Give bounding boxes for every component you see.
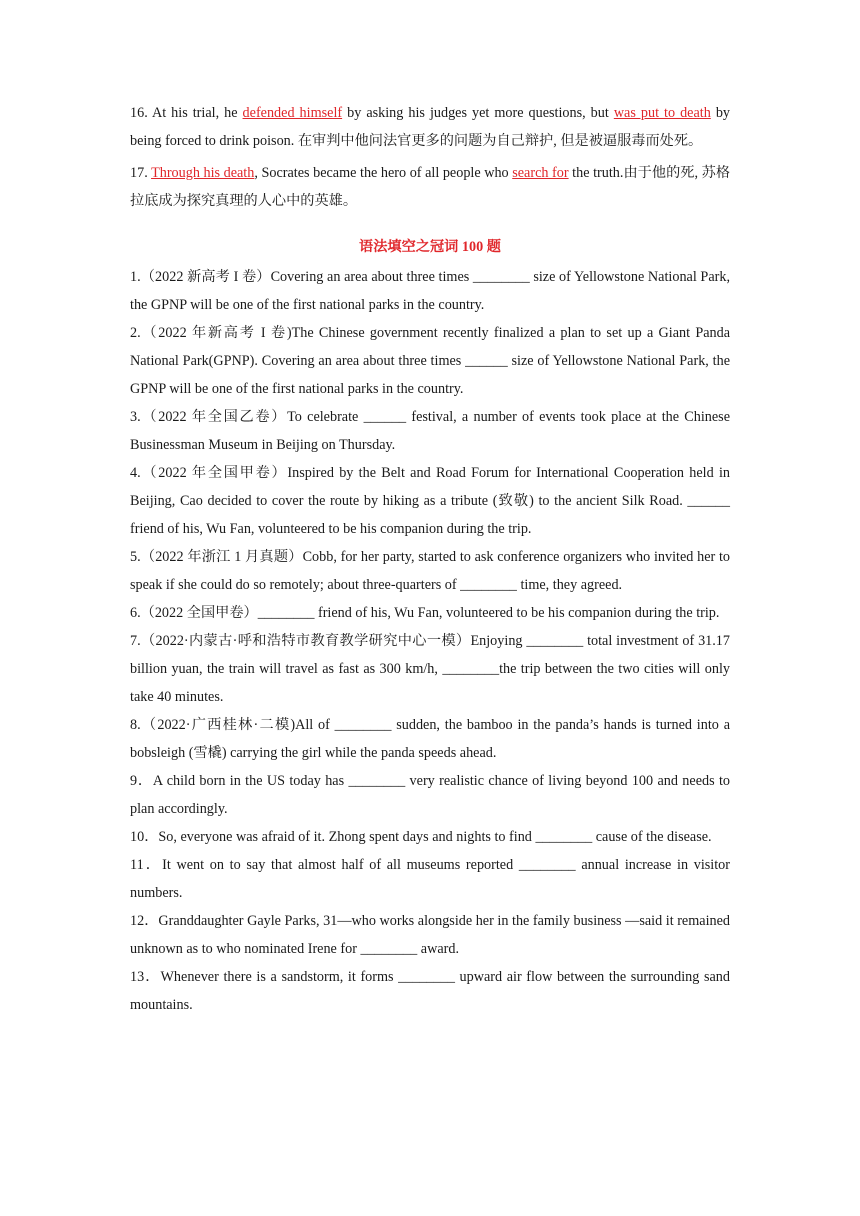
paragraph-17 — [130, 159, 730, 215]
question-item: 4.（2022 年全国甲卷）Inspired by the Belt and Road Forum for International Cooperation held in Beijing, Cao decided to cover the route by hiking as a tribute (致敬) to the ancient Silk Road. ______ friend of his, Wu Fan, volunteered to be his companion during the trip. — [130, 465, 730, 537]
question-item: 3.（2022 年全国乙卷）To celebrate ______ festival, a number of events took place at the Chinese Businessman Museum in Beijing on Thursday. — [130, 409, 730, 453]
section-title: 语法填空之冠词 100 题 — [359, 239, 501, 255]
text-segment: 17. — [130, 165, 152, 181]
page-content — [130, 99, 730, 1019]
question-item: 8.（2022·广西桂林·二模)All of ________ sudden, the bamboo in the panda’s hands is turned into a bobsleigh (雪橇) carrying the girl while the panda speeds ahead. — [130, 717, 730, 761]
text-segment: by being forced to drink poison. 在审判中他问法官更多的问题为自己辩护, 但是被逼服毒而处死。 — [130, 105, 731, 149]
text-segment: 16. At his trial, he — [130, 105, 243, 121]
underlined-phrase: search for — [512, 165, 569, 181]
question-item: 11．It went on to say that almost half of all museums reported ________ annual increase in visitor numbers. — [130, 857, 730, 901]
question-item: 1.（2022 新高考 I 卷）Covering an area about three times ________ size of Yellowstone National Park, the GPNP will be one of the first national parks in the country. — [130, 269, 730, 313]
question-item: 6.（2022 全国甲卷）________ friend of his, Wu Fan, volunteered to be his companion during the trip. — [130, 605, 720, 621]
underlined-phrase: defended himself — [242, 105, 343, 121]
question-item: 13．Whenever there is a sandstorm, it forms ________ upward air flow between the surrounding sand mountains. — [130, 969, 730, 1013]
question-item: 12．Granddaughter Gayle Parks, 31—who works alongside her in the family business —said it remained unknown as to who nominated Irene for ________ award. — [130, 913, 730, 957]
underlined-phrase: Through his death — [151, 165, 255, 181]
underlined-phrase: was put to death — [613, 105, 711, 121]
question-item: 7.（2022·内蒙古·呼和浩特市教育教学研究中心一模）Enjoying ________ total investment of 31.17 billion yuan, the train will travel as fast as 300 km/h, ________the trip between the two cities will only take 40 minutes. — [130, 633, 730, 705]
text-segment: by asking his judges yet more questions, but — [342, 105, 614, 121]
question-item: 10．So, everyone was afraid of it. Zhong spent days and nights to find ________ cause of the disease. — [130, 829, 712, 845]
question-item: 2.（2022 年新高考 I 卷)The Chinese government recently finalized a plan to set up a Giant Panda National Park(GPNP). Covering an area about three times ______ size of Yellowstone National Park, the GPNP will be one of the first national parks in the country. — [130, 325, 730, 397]
paragraph-16 — [130, 99, 730, 155]
question-item: 9．A child born in the US today has ________ very realistic chance of living beyond 100 and needs to plan accordingly. — [130, 773, 730, 817]
question-item: 5.（2022 年浙江 1 月真题）Cobb, for her party, started to ask conference organizers who invited her to speak if she could do so remotely; about three-quarters of ________ time, they agreed. — [130, 549, 730, 593]
text-segment: the truth.由于他的死, 苏格拉底成为探究真理的人心中的英雄。 — [130, 165, 731, 209]
text-segment: , Socrates became the hero of all people who — [254, 165, 513, 181]
